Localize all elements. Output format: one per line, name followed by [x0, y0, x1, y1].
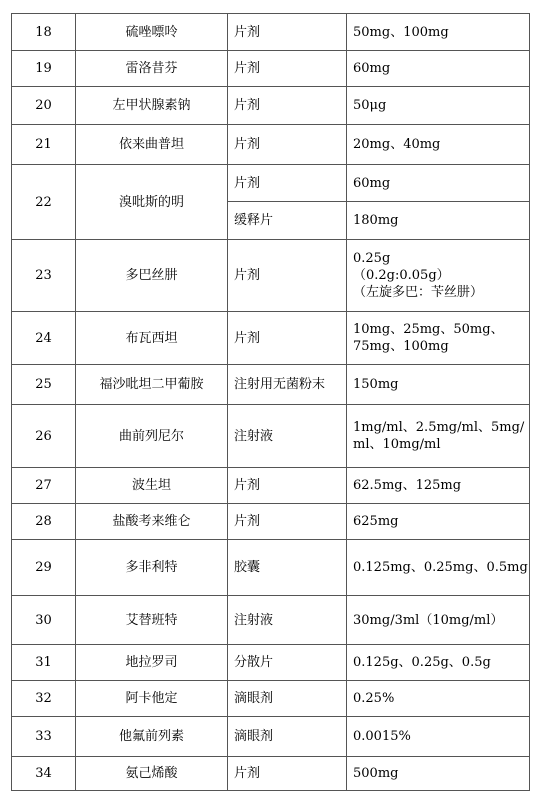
- specification-line: ml、10mg/ml: [353, 437, 441, 452]
- table-row: [12, 365, 530, 405]
- dosage-form-cell: 片剂: [228, 312, 347, 365]
- drug-name-cell: 地拉罗司: [76, 645, 228, 681]
- drug-name-cell: 布瓦西坦: [76, 312, 228, 365]
- drug-name-cell: 氨己烯酸: [76, 757, 228, 791]
- specification-cell: [347, 681, 530, 717]
- drug-name-cell: 硫唑嘌呤: [76, 14, 228, 51]
- specification-cell: [347, 87, 530, 125]
- specification-line: 0.125g、0.25g、0.5g: [353, 655, 491, 670]
- specification-line: 1mg/ml、2.5mg/ml、5mg/: [353, 420, 525, 435]
- specification-cell: [347, 596, 530, 645]
- table-row: [12, 645, 530, 681]
- row-number-cell: 33: [12, 717, 76, 757]
- dosage-form-cell: 片剂: [228, 87, 347, 125]
- table-row: [12, 14, 530, 51]
- row-number-cell: 24: [12, 312, 76, 365]
- drug-name-cell: 左甲状腺素钠: [76, 87, 228, 125]
- drug-name-cell: 艾替班特: [76, 596, 228, 645]
- row-number-cell: 30: [12, 596, 76, 645]
- specification-line: 62.5mg、125mg: [353, 478, 462, 493]
- dosage-form-cell: 片剂: [228, 504, 347, 540]
- table-body: [12, 14, 530, 791]
- table-row: [12, 240, 530, 312]
- table-row: [12, 681, 530, 717]
- dosage-form-cell: 分散片: [228, 645, 347, 681]
- row-number-cell: 31: [12, 645, 76, 681]
- specification-line: 0.25%: [353, 691, 395, 706]
- specification-line: 180mg: [353, 213, 399, 228]
- table-row: [12, 504, 530, 540]
- drug-name-cell: 雷洛昔芬: [76, 51, 228, 87]
- drug-name-cell: 福沙吡坦二甲葡胺: [76, 365, 228, 405]
- drug-table: [11, 13, 530, 791]
- row-number-cell: 25: [12, 365, 76, 405]
- specification-line: 0.25g: [353, 251, 391, 266]
- table-row: [12, 312, 530, 365]
- row-number-cell: 19: [12, 51, 76, 87]
- specification-line: 625mg: [353, 514, 399, 529]
- specification-line: 60mg: [353, 61, 391, 76]
- specification-cell: [347, 240, 530, 312]
- table-row: [12, 468, 530, 504]
- specification-cell: [347, 365, 530, 405]
- table-row: [12, 165, 530, 202]
- specification-cell: [347, 504, 530, 540]
- table-row: [12, 540, 530, 596]
- table-row: [12, 87, 530, 125]
- dosage-form-cell: 片剂: [228, 51, 347, 87]
- specification-cell: [347, 717, 530, 757]
- specification-cell: [347, 757, 530, 791]
- row-number-cell: 21: [12, 125, 76, 165]
- dosage-form-cell: 滴眼剂: [228, 681, 347, 717]
- row-number-cell: 32: [12, 681, 76, 717]
- specification-line: 0.0015%: [353, 729, 411, 744]
- dosage-form-cell: 片剂: [228, 240, 347, 312]
- specification-cell: [347, 468, 530, 504]
- specification-cell: [347, 165, 530, 202]
- specification-line: （左旋多巴：苄丝肼）: [353, 285, 484, 300]
- drug-name-cell: 溴吡斯的明: [76, 165, 228, 240]
- specification-line: 0.125mg、0.25mg、0.5mg: [353, 560, 528, 575]
- dosage-form-cell: 片剂: [228, 125, 347, 165]
- row-number-cell: 28: [12, 504, 76, 540]
- row-number-cell: 34: [12, 757, 76, 791]
- specification-cell: [347, 51, 530, 87]
- drug-name-cell: 他氟前列素: [76, 717, 228, 757]
- specification-line: 75mg、100mg: [353, 339, 449, 354]
- drug-name-cell: 曲前列尼尔: [76, 405, 228, 468]
- specification-line: 10mg、25mg、50mg、: [353, 322, 504, 337]
- dosage-form-cell: 注射液: [228, 596, 347, 645]
- row-number-cell: 29: [12, 540, 76, 596]
- specification-line: 60mg: [353, 175, 391, 191]
- dosage-form-cell: 注射用无菌粉末: [228, 365, 347, 405]
- table-row: [12, 717, 530, 757]
- specification-line: 50mg、100mg: [353, 24, 449, 40]
- row-number-cell: 22: [12, 165, 76, 240]
- table-row: [12, 51, 530, 87]
- specification-line: 150mg: [353, 377, 399, 392]
- specification-line: 500mg: [353, 766, 399, 781]
- dosage-form-cell: 片剂: [228, 757, 347, 791]
- table-row: [12, 596, 530, 645]
- specification-cell: [347, 125, 530, 165]
- drug-name-cell: 盐酸考来维仑: [76, 504, 228, 540]
- row-number-cell: 20: [12, 87, 76, 125]
- specification-cell: [347, 202, 530, 240]
- dosage-form-cell: 注射液: [228, 405, 347, 468]
- dosage-form-cell: 片剂: [228, 165, 347, 202]
- specification-cell: [347, 540, 530, 596]
- drug-name-cell: 阿卡他定: [76, 681, 228, 717]
- drug-name-cell: 依来曲普坦: [76, 125, 228, 165]
- dosage-form-cell: 片剂: [228, 14, 347, 51]
- specification-line: 50μg: [353, 98, 387, 113]
- specification-cell: [347, 405, 530, 468]
- drug-name-cell: 波生坦: [76, 468, 228, 504]
- specification-cell: [347, 645, 530, 681]
- dosage-form-cell: 滴眼剂: [228, 717, 347, 757]
- specification-line: （0.2g:0.05g）: [353, 268, 450, 283]
- row-number-cell: 27: [12, 468, 76, 504]
- specification-line: 30mg/3ml（10mg/ml）: [353, 612, 504, 628]
- row-number-cell: 18: [12, 14, 76, 51]
- drug-name-cell: 多非利特: [76, 540, 228, 596]
- dosage-form-cell: 胶囊: [228, 540, 347, 596]
- dosage-form-cell: 片剂: [228, 468, 347, 504]
- row-number-cell: 23: [12, 240, 76, 312]
- specification-cell: [347, 312, 530, 365]
- table-row: [12, 405, 530, 468]
- specification-cell: [347, 14, 530, 51]
- dosage-form-cell: 缓释片: [228, 202, 347, 240]
- drug-name-cell: 多巴丝肼: [76, 240, 228, 312]
- table-row: [12, 757, 530, 791]
- table-row: [12, 125, 530, 165]
- specification-line: 20mg、40mg: [353, 137, 441, 152]
- row-number-cell: 26: [12, 405, 76, 468]
